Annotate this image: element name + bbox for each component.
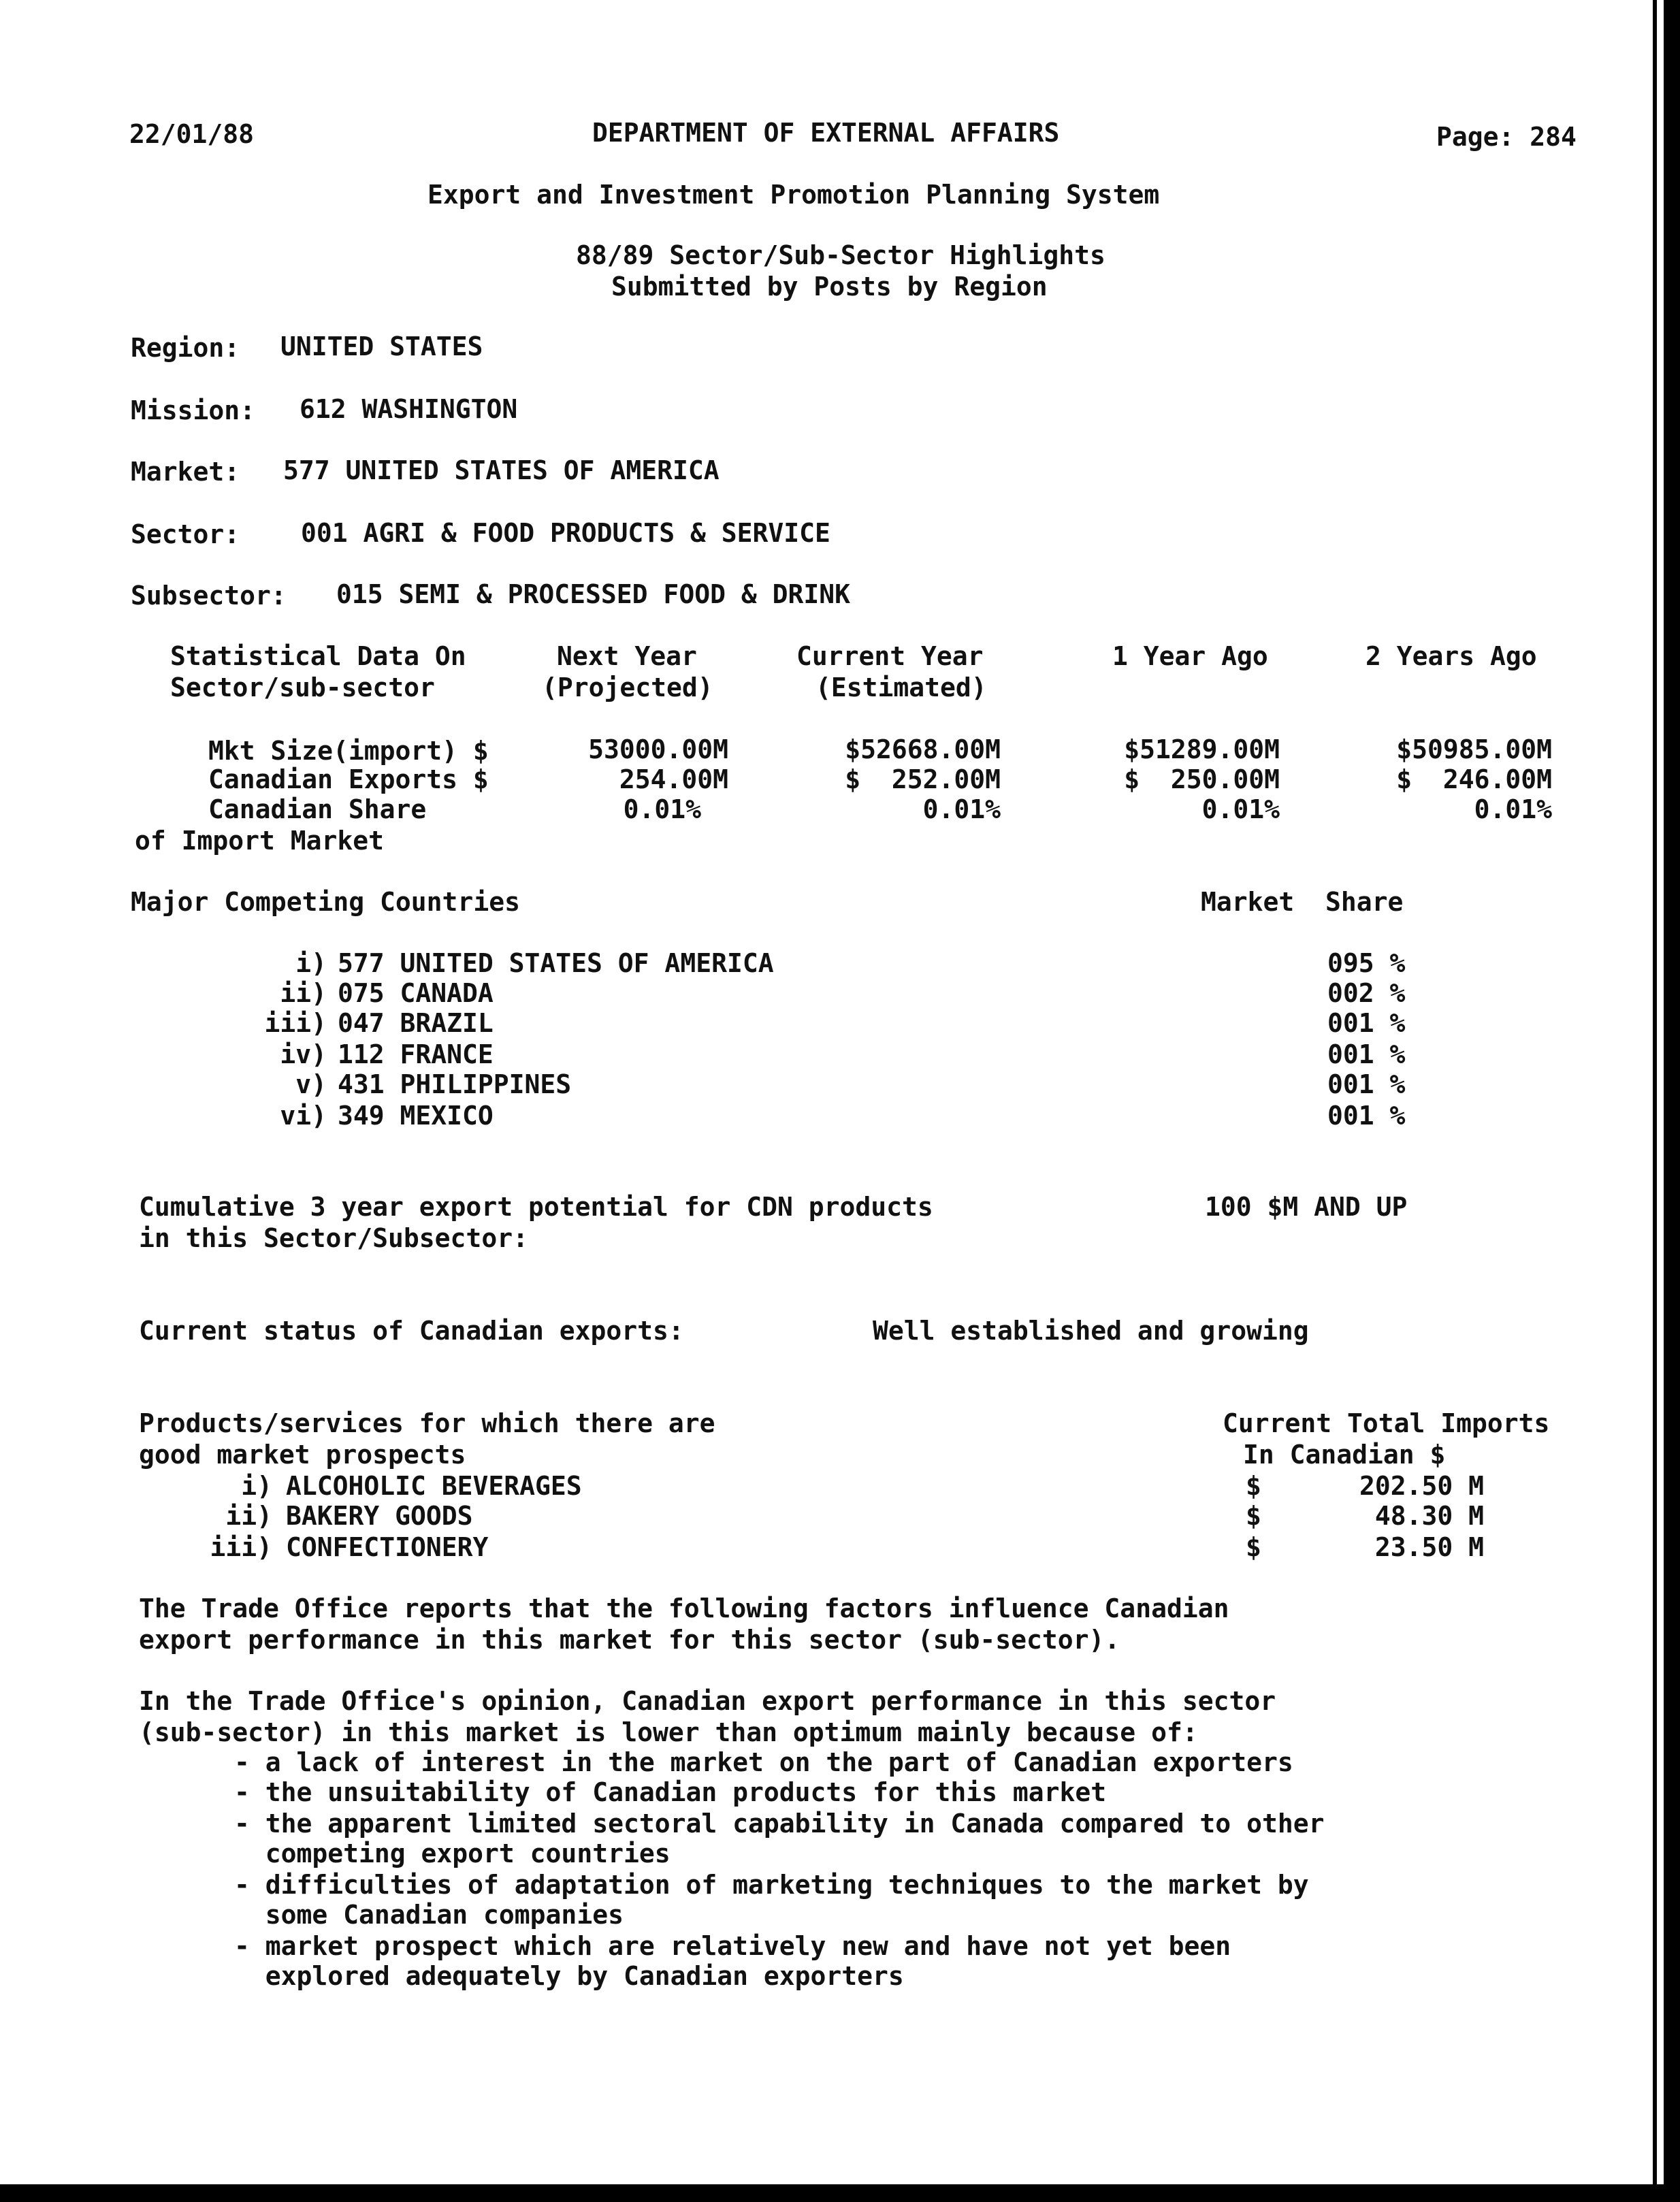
exports-current: $ 252.00M bbox=[845, 764, 1001, 794]
row-label-exports: Canadian Exports $ bbox=[208, 764, 489, 794]
region-label: Region: bbox=[131, 333, 240, 363]
mkt-size-next: 53000.00M bbox=[588, 734, 728, 764]
product-name: ALCOHOLIC BEVERAGES bbox=[286, 1471, 582, 1501]
col-current-year: Current Year bbox=[796, 641, 984, 671]
page-number: Page: 284 bbox=[1436, 122, 1577, 152]
factors-line-2: export performance in this market for this sector (sub-sector). bbox=[139, 1625, 1120, 1655]
mission-value: 612 WASHINGTON bbox=[300, 394, 518, 424]
mkt-size-1yr: $51289.00M bbox=[1124, 734, 1280, 764]
market-share-heading: Market Share bbox=[1201, 887, 1404, 917]
share-1yr: 0.01% bbox=[1201, 794, 1280, 824]
product-currency: $ bbox=[1246, 1532, 1261, 1562]
product-currency: $ bbox=[1246, 1501, 1261, 1531]
competitor-name: 577 UNITED STATES OF AMERICA bbox=[338, 948, 774, 978]
mkt-size-current: $52668.00M bbox=[845, 734, 1001, 764]
opinion-line-2: (sub-sector) in this market is lower than optimum mainly because of: bbox=[139, 1717, 1198, 1747]
product-num: ii) bbox=[225, 1501, 272, 1531]
imports-col-line-2: In Canadian $ bbox=[1243, 1440, 1446, 1470]
opinion-bullet: explored adequately by Canadian exporters bbox=[234, 1961, 904, 1991]
share-2yr: 0.01% bbox=[1474, 794, 1552, 824]
competitor-num: ii) bbox=[280, 978, 327, 1008]
mkt-size-2yr: $50985.00M bbox=[1396, 734, 1552, 764]
opinion-bullet: some Canadian companies bbox=[234, 1900, 624, 1930]
sector-label: Sector: bbox=[131, 519, 240, 549]
exports-2yr: $ 246.00M bbox=[1396, 764, 1552, 794]
product-amount: 48.30 M bbox=[1374, 1501, 1484, 1531]
competitor-share: 002 % bbox=[1327, 978, 1406, 1008]
competitor-name: 431 PHILIPPINES bbox=[338, 1069, 572, 1099]
row-label-share: Canadian Share bbox=[208, 794, 427, 824]
region-value: UNITED STATES bbox=[280, 331, 483, 361]
imports-col-line-1: Current Total Imports bbox=[1223, 1408, 1550, 1438]
exports-next: 254.00M bbox=[619, 764, 728, 794]
share-next: 0.01% bbox=[623, 794, 701, 824]
market-label: Market: bbox=[131, 457, 240, 487]
product-num: i) bbox=[241, 1471, 272, 1501]
product-amount: 23.50 M bbox=[1374, 1532, 1484, 1562]
scan-edge-right-inner bbox=[1653, 0, 1657, 2202]
opinion-bullet: - market prospect which are relatively new and have not yet been bbox=[234, 1931, 1231, 1961]
scan-edge-right bbox=[1664, 0, 1680, 2202]
opinion-bullet: competing export countries bbox=[234, 1839, 671, 1868]
opinion-bullet: - a lack of interest in the market on the part of Canadian exporters bbox=[234, 1747, 1293, 1777]
subsector-label: Subsector: bbox=[131, 581, 287, 611]
col-current-year-sub: (Estimated) bbox=[815, 673, 987, 702]
product-amount: 202.50 M bbox=[1359, 1471, 1484, 1501]
competitor-share: 001 % bbox=[1327, 1101, 1406, 1131]
product-currency: $ bbox=[1246, 1471, 1261, 1501]
competitor-name: 075 CANADA bbox=[338, 978, 494, 1008]
competitor-num: v) bbox=[295, 1069, 327, 1099]
competitor-share: 001 % bbox=[1327, 1069, 1406, 1099]
col-1-year-ago: 1 Year Ago bbox=[1112, 641, 1268, 671]
product-name: BAKERY GOODS bbox=[286, 1501, 473, 1531]
competitor-name: 047 BRAZIL bbox=[338, 1008, 494, 1038]
competitor-name: 349 MEXICO bbox=[338, 1101, 494, 1131]
competitor-name: 112 FRANCE bbox=[338, 1039, 494, 1069]
competitor-share: 001 % bbox=[1327, 1008, 1406, 1038]
status-value: Well established and growing bbox=[873, 1316, 1309, 1346]
subsector-value: 015 SEMI & PROCESSED FOOD & DRINK bbox=[336, 579, 850, 609]
report-date: 22/01/88 bbox=[129, 119, 255, 149]
opinion-bullet: - difficulties of adaptation of marketing techniques to the market by bbox=[234, 1870, 1309, 1900]
potential-value: 100 $M AND UP bbox=[1205, 1192, 1408, 1222]
stats-header-left-1: Statistical Data On bbox=[170, 641, 466, 671]
col-2-years-ago: 2 Years Ago bbox=[1366, 641, 1537, 671]
competitors-heading: Major Competing Countries bbox=[131, 887, 520, 917]
product-num: iii) bbox=[210, 1532, 272, 1562]
competitor-share: 095 % bbox=[1327, 948, 1406, 978]
exports-1yr: $ 250.00M bbox=[1124, 764, 1280, 794]
col-next-year-sub: (Projected) bbox=[542, 673, 713, 702]
share-suffix: of Import Market bbox=[135, 826, 385, 856]
competitor-num: iv) bbox=[280, 1039, 327, 1069]
scan-edge-bottom bbox=[0, 2184, 1680, 2202]
market-value: 577 UNITED STATES OF AMERICA bbox=[283, 455, 720, 485]
stats-header-left-2: Sector/sub-sector bbox=[170, 673, 435, 702]
row-label-mkt-size: Mkt Size(import) $ bbox=[208, 736, 489, 766]
mission-label: Mission: bbox=[131, 395, 256, 425]
factors-line-1: The Trade Office reports that the following factors influence Canadian bbox=[139, 1593, 1229, 1623]
department-title: DEPARTMENT OF EXTERNAL AFFAIRS bbox=[592, 118, 1060, 148]
opinion-bullet: - the unsuitability of Canadian products for this market bbox=[234, 1777, 1107, 1807]
col-next-year: Next Year bbox=[557, 641, 697, 671]
report-subtitle: Submitted by Posts by Region bbox=[611, 272, 1048, 302]
competitor-num: i) bbox=[295, 948, 327, 978]
product-name: CONFECTIONERY bbox=[286, 1532, 489, 1562]
sector-value: 001 AGRI & FOOD PRODUCTS & SERVICE bbox=[301, 518, 830, 548]
competitor-share: 001 % bbox=[1327, 1039, 1406, 1069]
share-current: 0.01% bbox=[922, 794, 1001, 824]
potential-line-1: Cumulative 3 year export potential for CDN products bbox=[139, 1192, 933, 1222]
competitor-num: vi) bbox=[280, 1101, 327, 1131]
products-line-1: Products/services for which there are bbox=[139, 1408, 715, 1438]
potential-line-2: in this Sector/Subsector: bbox=[139, 1223, 528, 1253]
opinion-bullet: - the apparent limited sectoral capability in Canada compared to other bbox=[234, 1809, 1325, 1839]
report-title: 88/89 Sector/Sub-Sector Highlights bbox=[576, 240, 1105, 270]
opinion-line-1: In the Trade Office's opinion, Canadian export performance in this sector bbox=[139, 1686, 1276, 1716]
products-line-2: good market prospects bbox=[139, 1440, 466, 1470]
system-title: Export and Investment Promotion Planning System bbox=[427, 180, 1160, 210]
competitor-num: iii) bbox=[264, 1008, 327, 1038]
status-label: Current status of Canadian exports: bbox=[139, 1316, 684, 1346]
